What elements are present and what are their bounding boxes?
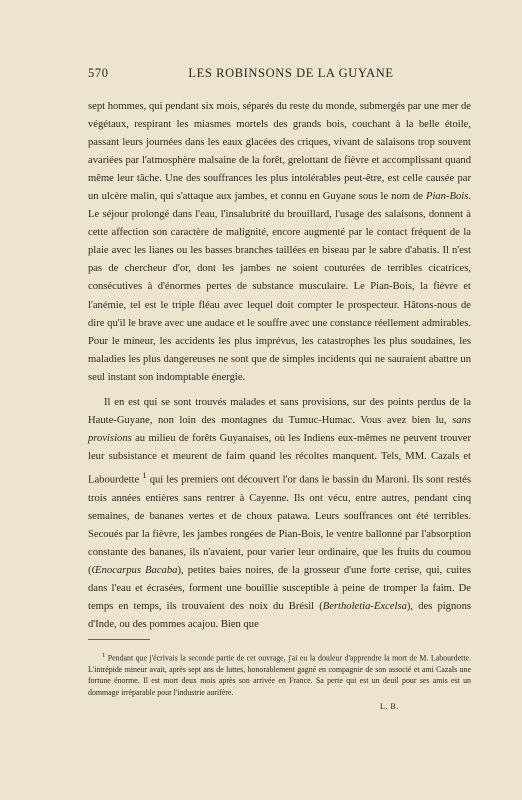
footnote-separator <box>88 639 150 640</box>
text-run: qui les premiers ont découvert l'or dans le bassin du Maroni. Ils sont restés trois années entières sans rentrer à Cayenne. Ils ont vécu, entre autres, pendant cinq semaines, de bananes vertes et de choux patawa. Leurs souffrances ont été terribles. Secoués par la fièvre, les jambes rongées de Pian-Bois, le ventre ballonné par l'absorption constante des bananes, ils n'avaient, pour varier leur ordinaire, que les fruits du coumou ( <box>88 474 472 576</box>
italic-term: Pian-Bois <box>425 191 469 203</box>
footnote-signature: L. B. <box>380 702 399 711</box>
text-run: ), petites baies noires, de la grosseur d'une forte cerise, qui, cuites dans l'eau et écrasées, forment une bouillie susceptible à peine de tromper la faim. De temps en temps, ils trouvaient des noix du Brésil ( <box>88 564 471 612</box>
page-number: 570 <box>88 66 109 80</box>
text-run: . Le séjour prolongé dans l'eau, l'insalubrité du brouillard, l'usage des salaisons, donnent à cette affection son caractère de malignité, encore augmenté par le contact fréquent de la plaie avec les lianes ou les basses branches taillées en biseau par le sabre d'abatis. Il n'est pas de chercheur d'or, dont les jambes ne soient couturées de terribles cicatrices, consécutives à d'énormes pertes de substance musculaire. Le Pian-Bois, la fièvre et l'anémie, tel est le triple fléau avec lequel doit compter le prospecteur. Hâtons-nous de dire qu'il le brave avec une audace et le souffre avec une constance réellement admirables. Pour le mineur, les accidents les plus imprévus, les catastrophes les plus soudaines, les maladies les plus dangereuses ne sont que de simples incidents qui ne sauraient abattre un seul instant son indomptable énergie. <box>88 191 471 383</box>
italic-term: Bertholetia-Excelsa <box>322 600 407 612</box>
text-run: ), des pignons d'Inde, ou des pommes acajou. Bien que <box>88 600 471 630</box>
italic-term: sans provisions <box>88 414 471 444</box>
footnote <box>88 650 471 698</box>
text-run: Il en est qui se sont trouvés malades et sans provisions, sur des points perdus de la Haute-Guyane, non loin des montagnes du Tumuc-Humac. Vous avez bien lu, <box>88 396 471 426</box>
running-title: LES ROBINSONS DE LA GUYANE <box>188 66 394 80</box>
footnote-marker: 1 <box>142 469 147 480</box>
footnote-text <box>88 650 471 698</box>
footnote-number: 1 <box>102 652 106 659</box>
paragraph <box>88 98 471 387</box>
body-text <box>88 98 471 634</box>
text-run: Pendant que j'écrivais la seconde partie de cet ouvrage, j'ai eu la douleur d'apprendre la mort de M. Labourdette. L'intrépide mineur avait, après sept ans de luttes, honorablement gagné en compagnie de son associé et ami Cazals une fortune énorme. Il est mort deux mois après son arrivée en France. Sa perte qui est un deuil pour ses amis est un dommage irréparable pour l'industrie aurifère. <box>88 653 471 697</box>
italic-term: Œnocarpus Bacaba <box>91 564 178 576</box>
text-run: au milieu de forêts Guyanaises, où les Indiens eux-mêmes ne peuvent trouver leur subsistance et meurent de faim quand les récoltes manquent. Tels, MM. Cazals et Labourdette <box>88 432 471 486</box>
text-run: sept hommes, qui pendant six mois, séparés du reste du monde, submergés par une mer de végétaux, respirant les miasmes mortels des grands bois, couchant à la belle étoile, passant leurs journées dans les eaux glacées des criques, vivant de salaisons trop souvent avariées par l'atmosphère malsaine de la forêt, grelottant de fièvre et accomplissant quand même leur tâche. Une des souffrances les plus intolérables peut-être, est celle causée par un ulcère malin, qui s'attaque aux jambes, et connu en Guyane sous le nom de <box>88 101 471 203</box>
page-header <box>88 66 494 84</box>
paragraph <box>88 394 471 634</box>
